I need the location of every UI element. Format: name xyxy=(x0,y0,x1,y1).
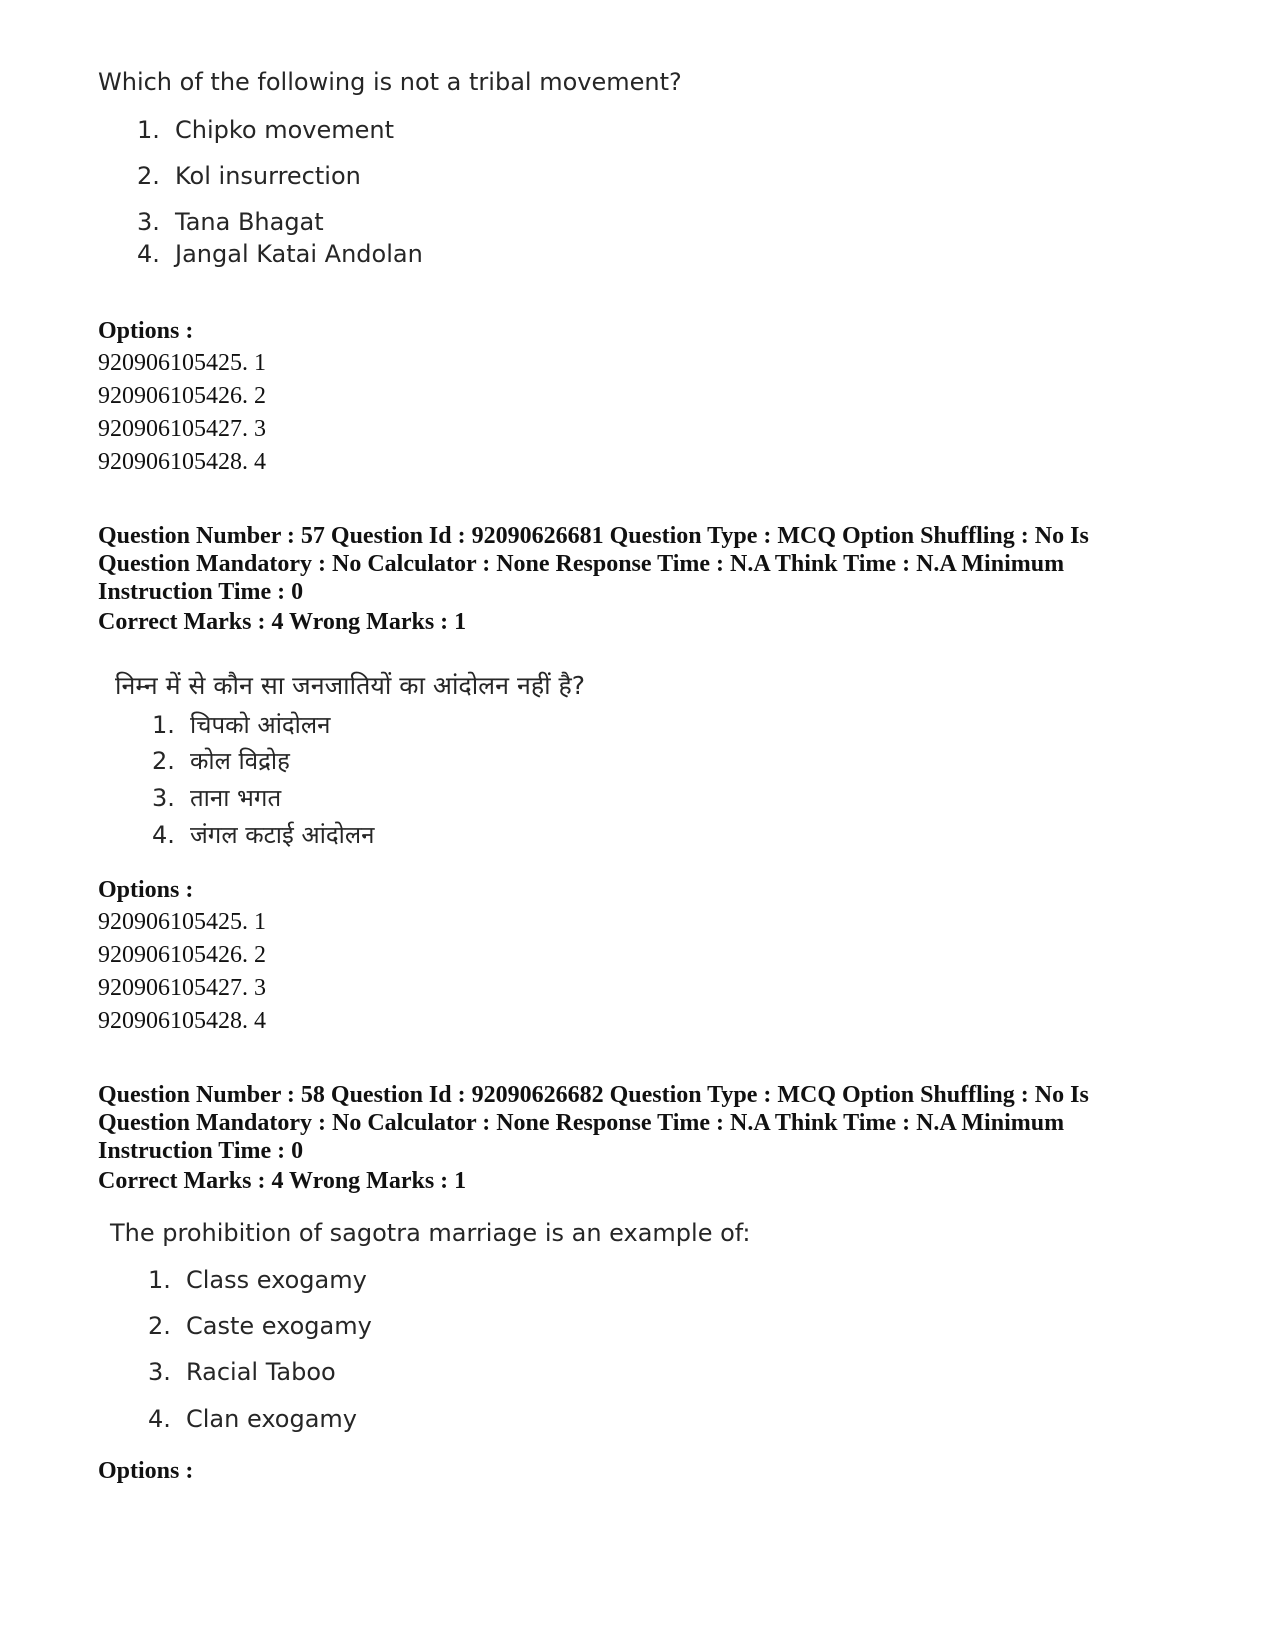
q58-choice-number: 4. xyxy=(148,1405,171,1433)
q57-choice-number: 4. xyxy=(152,821,175,849)
q57-choice-2 xyxy=(152,744,290,777)
q58-choice-number: 1. xyxy=(148,1266,171,1294)
q57-meta-line-1: Question Number : 57 Question Id : 92090626681 Question Type : MCQ Option Shuffling : No Is xyxy=(98,523,1089,549)
q57-meta-line-2: Question Mandatory : No Calculator : None Response Time : N.A Think Time : N.A Minimum xyxy=(98,551,1065,577)
q57-choice-4 xyxy=(152,818,374,851)
q58-choice-label: Caste exogamy xyxy=(186,1312,372,1340)
q57-option-id-3: 920906105427. 3 xyxy=(98,975,266,1001)
q57-choice-label: चिपको आंदोलन xyxy=(190,711,331,739)
q56-option-id-4: 920906105428. 4 xyxy=(98,449,266,475)
q58-options-heading: Options : xyxy=(98,1458,194,1484)
q57-option-id-2: 920906105426. 2 xyxy=(98,942,266,968)
q57-choice-3 xyxy=(152,781,281,814)
q57-option-id-4: 920906105428. 4 xyxy=(98,1008,266,1034)
q57-choice-label: कोल विद्रोह xyxy=(190,747,290,775)
q56-question-text: Which of the following is not a tribal movement? xyxy=(98,68,682,96)
q56-choice-1 xyxy=(137,116,394,144)
q56-choice-number: 2. xyxy=(137,162,160,190)
q56-choice-3 xyxy=(137,208,324,236)
q58-meta-line-1: Question Number : 58 Question Id : 92090626682 Question Type : MCQ Option Shuffling : No Is xyxy=(98,1082,1089,1108)
q58-choice-label: Racial Taboo xyxy=(186,1358,336,1386)
q58-question-text: The prohibition of sagotra marriage is an example of: xyxy=(110,1219,751,1247)
q56-option-id-3: 920906105427. 3 xyxy=(98,416,266,442)
q58-meta-line-3: Instruction Time : 0 xyxy=(98,1138,304,1164)
q56-choice-label: Chipko movement xyxy=(175,116,395,144)
q56-option-id-2: 920906105426. 2 xyxy=(98,383,266,409)
q56-choice-label: Kol insurrection xyxy=(175,162,361,190)
q57-choice-number: 1. xyxy=(152,711,175,739)
q56-choice-number: 4. xyxy=(137,240,160,268)
q57-choice-1 xyxy=(152,708,330,741)
q56-choice-number: 1. xyxy=(137,116,160,144)
q58-choice-label: Clan exogamy xyxy=(186,1405,357,1433)
q57-choice-number: 2. xyxy=(152,747,175,775)
q57-question-text: निम्न में से कौन सा जनजातियों का आंदोलन नहीं है? xyxy=(115,671,586,700)
q57-choice-label: ताना भगत xyxy=(190,784,282,812)
q58-choice-number: 2. xyxy=(148,1312,171,1340)
q57-options-heading: Options : xyxy=(98,877,194,903)
q58-meta-line-2: Question Mandatory : No Calculator : None Response Time : N.A Think Time : N.A Minimum xyxy=(98,1110,1065,1136)
q56-choice-2 xyxy=(137,162,361,190)
q56-options-heading: Options : xyxy=(98,318,194,344)
q57-choice-number: 3. xyxy=(152,784,175,812)
q58-choice-number: 3. xyxy=(148,1358,171,1386)
q58-meta xyxy=(98,1081,1198,1165)
q57-meta xyxy=(98,522,1198,606)
q57-choice-label: जंगल कटाई आंदोलन xyxy=(190,821,375,849)
q58-marks: Correct Marks : 4 Wrong Marks : 1 xyxy=(98,1168,467,1194)
q58-choice-3 xyxy=(148,1358,336,1386)
q58-choice-4 xyxy=(148,1405,357,1433)
q57-marks: Correct Marks : 4 Wrong Marks : 1 xyxy=(98,609,467,635)
q58-choice-label: Class exogamy xyxy=(186,1266,367,1294)
q56-choice-4 xyxy=(137,240,423,268)
q56-choice-label: Tana Bhagat xyxy=(175,208,324,236)
q57-option-id-1: 920906105425. 1 xyxy=(98,909,266,935)
q58-choice-2 xyxy=(148,1312,372,1340)
q58-choice-1 xyxy=(148,1266,367,1294)
q56-choice-number: 3. xyxy=(137,208,160,236)
q56-choice-label: Jangal Katai Andolan xyxy=(175,240,423,268)
q56-option-id-1: 920906105425. 1 xyxy=(98,350,266,376)
q57-meta-line-3: Instruction Time : 0 xyxy=(98,579,304,605)
